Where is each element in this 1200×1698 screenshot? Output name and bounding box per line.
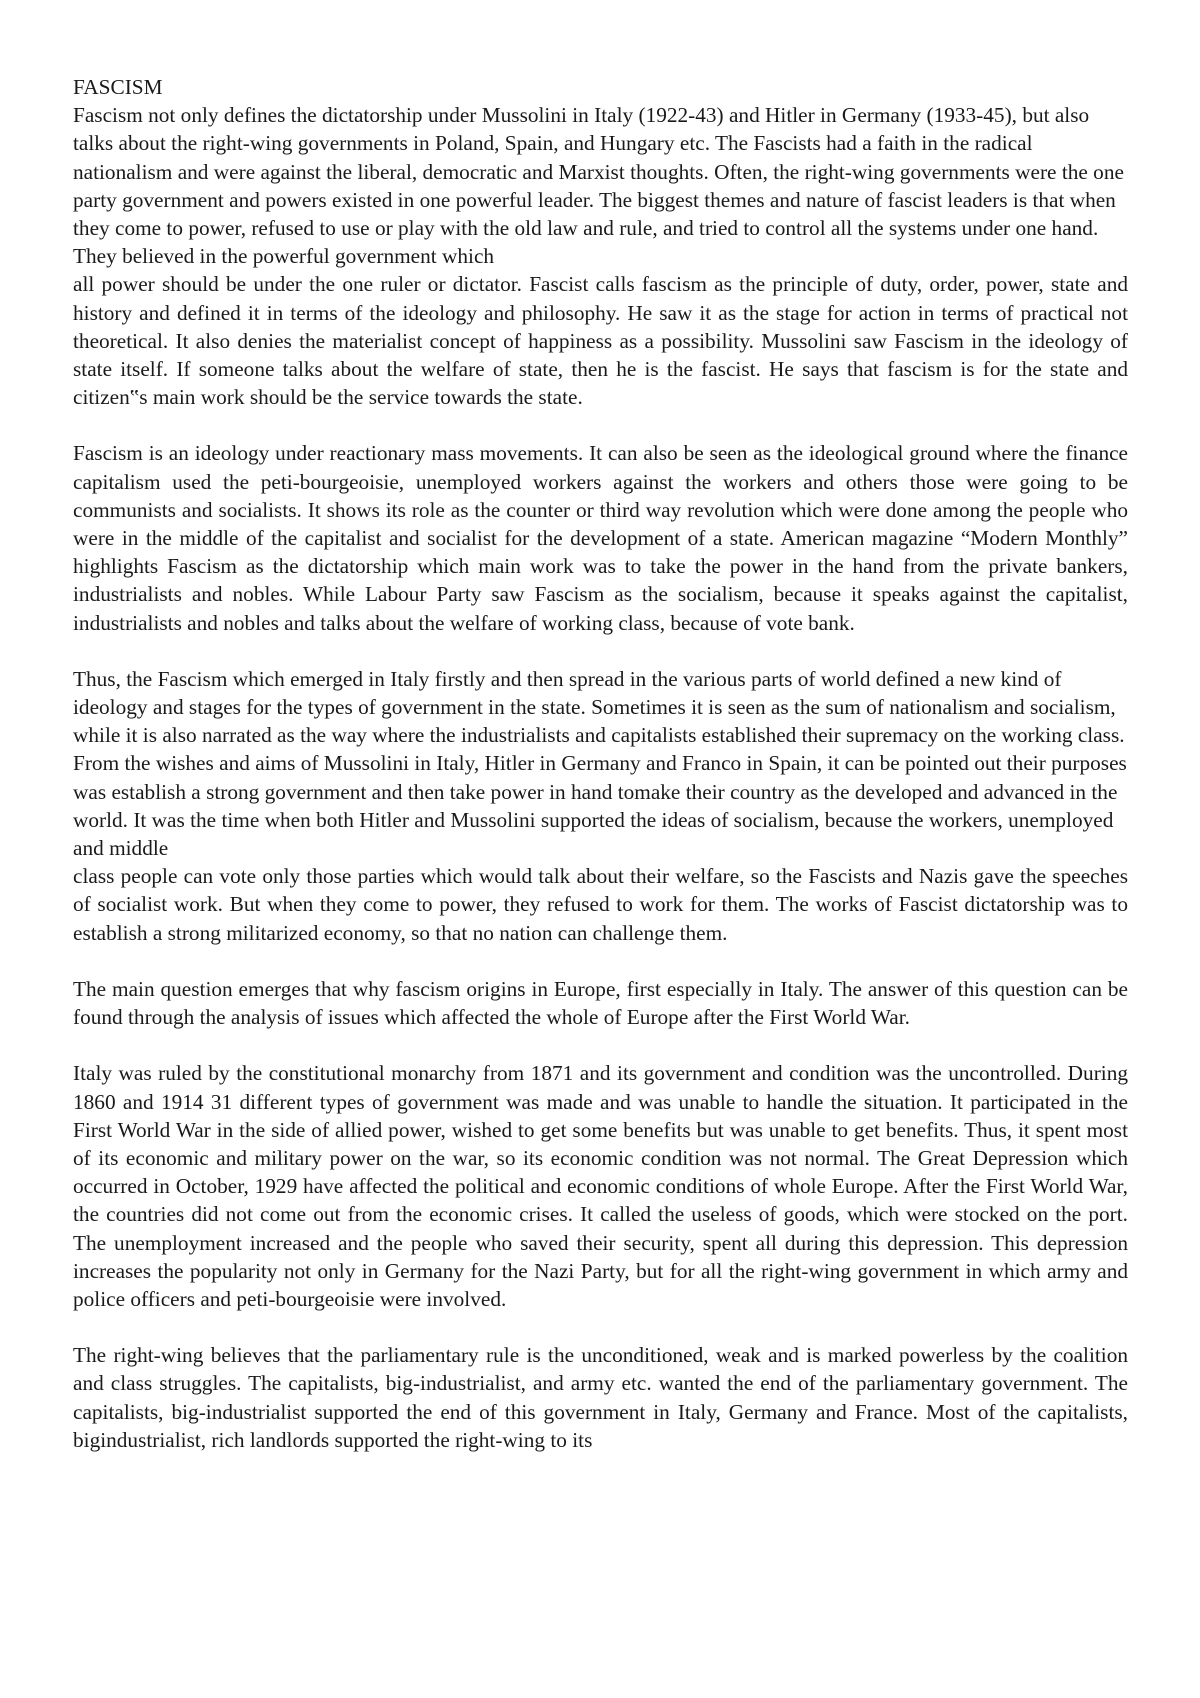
paragraph-text: Fascism not only defines the dictatorship under Mussolini in Italy (1922-43) and Hitler in Germany (1933-45), but also talks about the right-wing governments in Poland, Spain, and Hungary etc. The Fascists had a faith in the radical nationalism and were against the liberal, democratic and Marxist thoughts. Often, the right-wing governments were the one party government and powers existed in one powerful leader. The biggest themes and nature of fascist leaders is that when they come to power, refused to use or play with the old law and rule, and tried to control all the systems under one hand. They believed in the powerful government which [73,103,1124,269]
paragraph-6 [73,1341,1128,1454]
paragraph-text: class people can vote only those parties which would talk about their welfare, so the Fascists and Nazis gave the speeches of socialist work. But when they come to power, they refused to work for them. The works of Fascist dictatorship was to establish a strong militarized economy, so that no nation can challenge them. [73,864,1128,945]
paragraph-text: The right-wing believes that the parliamentary rule is the unconditioned, weak and is marked powerless by the coalition and class struggles. The capitalists, big-industrialist, and army etc. wanted the end of the parliamentary government. The capitalists, big-industrialist supported the end of this government in Italy, Germany and France. Most of the capitalists, bigindustrialist, rich landlords supported the right-wing to its [73,1343,1128,1452]
paragraph-5 [73,1059,1128,1313]
paragraph-text: all power should be under the one ruler or dictator. Fascist calls fascism as the principle of duty, order, power, state and history and defined it in terms of the ideology and philosophy. He saw it as the stage for action in terms of practical not theoretical. It also denies the materialist concept of happiness as a possibility. Mussolini saw Fascism in the ideology of state itself. If someone talks about the welfare of state, then he is the fascist. He says that fascism is for the state and citizen‟s main work should be the service towards the state. [73,272,1128,410]
paragraph-text: Italy was ruled by the constitutional monarchy from 1871 and its government and condition was the uncontrolled. During 1860 and 1914 31 different types of government was made and was unable to handle the situation. It participated in the First World War in the side of allied power, wished to get some benefits but was unable to get benefits. Thus, it spent most of its economic and military power on the war, so its economic condition was not normal. The Great Depression which occurred in October, 1929 have affected the political and economic conditions of whole Europe. After the First World War, the countries did not come out from the economic crises. It called the useless of goods, which were stocked on the port. The unemployment increased and the people who saved their security, spent all during this depression. This depression increases the popularity not only in Germany for the Nazi Party, but for all the right-wing government in which army and police officers and peti-bourgeoisie were involved. [73,1061,1128,1311]
paragraph-text: The main question emerges that why fascism origins in Europe, first especially in Italy. The answer of this question can be found through the analysis of issues which affected the whole of Europe after the First World War. [73,976,1128,1030]
paragraph-text: Fascism is an ideology under reactionary mass movements. It can also be seen as the ideological ground where the finance capitalism used the peti-bourgeoisie, unemployed workers against the workers and others those were going to be communists and socialists. It shows its role as the counter or third way revolution which were done among the people who were in the middle of the capitalist and socialist for the development of a state. American magazine “Modern Monthly” highlights Fascism as the dictatorship which main work was to take the power in the hand from the private bankers, industrialists and nobles. While Labour Party saw Fascism as the socialism, because it speaks against the capitalist, industrialists and nobles and talks about the welfare of working class, because of vote bank. [73,441,1128,635]
paragraph-2 [73,439,1128,636]
document-title: FASCISM [73,75,163,99]
paragraph-text: Thus, the Fascism which emerged in Italy firstly and then spread in the various parts of world defined a new kind of ideology and stages for the types of government in the state. Sometimes it is seen as the sum of nationalism and socialism, while it is also narrated as the way where the industrialists and capitalists established their supremacy on the working class. From the wishes and aims of Mussolini in Italy, Hitler in Germany and Franco in Spain, it can be pointed out their purposes was establish a strong government and then take power in hand tomake their country as the developed and advanced in the world. It was the time when both Hitler and Mussolini supported the ideas of socialism, because the workers, unemployed and middle [73,666,1127,861]
paragraph-4 [73,975,1128,1031]
paragraph-3 [73,665,1128,947]
paragraph-1 [73,101,1128,411]
